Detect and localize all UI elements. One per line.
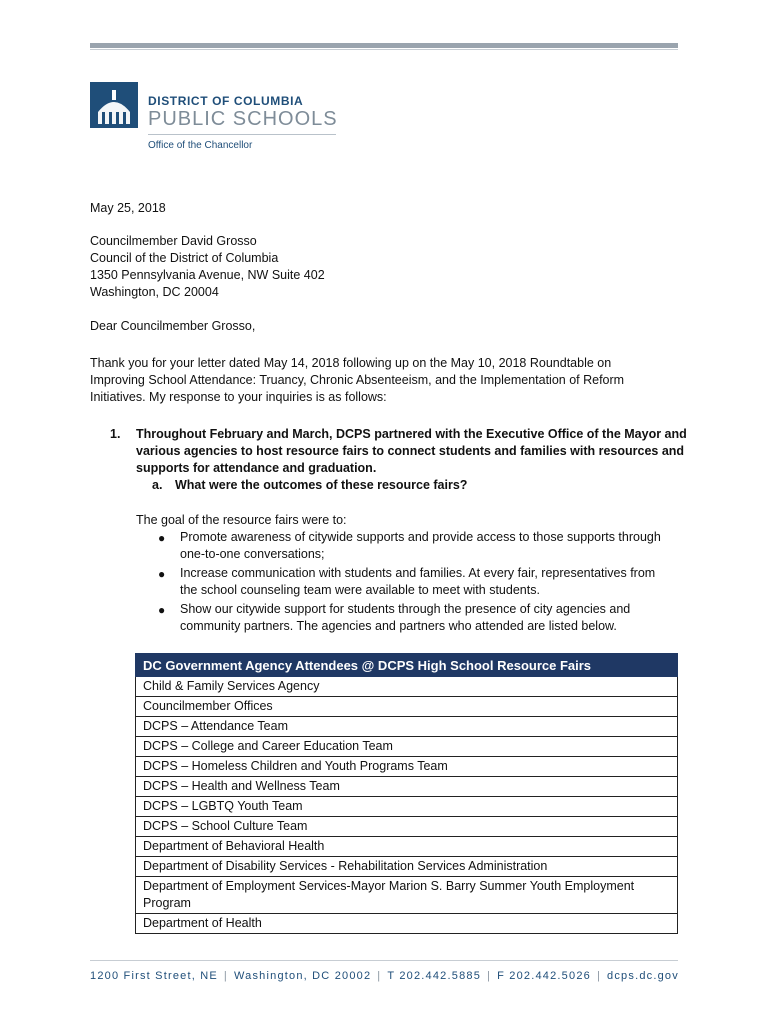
header-rule: [90, 43, 678, 48]
letter-date: May 25, 2018: [90, 201, 166, 215]
bullet-icon: ●: [158, 567, 166, 581]
table-header: DC Government Agency Attendees @ DCPS High School Resource Fairs: [136, 654, 678, 677]
table-row: [136, 797, 678, 817]
subquestion-text: What were the outcomes of these resource fairs?: [175, 478, 468, 492]
footer-address: 1200 First Street, NE: [90, 970, 218, 982]
bullet-item: [180, 565, 655, 599]
bullet-line: Promote awareness of citywide supports and provide access to those supports through: [180, 530, 661, 544]
bullet-line: community partners. The agencies and partners who attended are listed below.: [180, 619, 617, 633]
table-cell: Councilmember Offices: [136, 697, 678, 717]
table-row: [136, 697, 678, 717]
logo-org-line2: PUBLIC SCHOOLS: [148, 108, 338, 130]
footer-separator: |: [223, 970, 228, 982]
question-line: Throughout February and March, DCPS partnered with the Executive Office of the Mayor and: [136, 427, 687, 441]
table-cell-line: Program: [143, 896, 191, 910]
capitol-dome-icon: [90, 82, 138, 128]
bullet-icon: ●: [158, 531, 166, 545]
logo-divider: [148, 134, 336, 135]
bullet-line: Show our citywide support for students through the presence of city agencies and: [180, 602, 631, 616]
question-line: supports for attendance and graduation.: [136, 461, 377, 475]
agency-attendees-table: [135, 653, 678, 934]
table-cell: DCPS – LGBTQ Youth Team: [136, 797, 678, 817]
footer-website-link[interactable]: dcps.dc.gov: [607, 970, 679, 982]
question-line: various agencies to host resource fairs to connect students and families with resources and: [136, 444, 685, 458]
table-cell: DCPS – School Culture Team: [136, 817, 678, 837]
logo-org-line1: DISTRICT OF COLUMBIA: [148, 94, 304, 108]
subquestion-letter: a.: [152, 478, 163, 492]
footer-separator: |: [377, 970, 382, 982]
table-cell: Department of Health: [136, 914, 678, 934]
table-cell-line: Department of Employment Services-Mayor Marion S. Barry Summer Youth Employment: [143, 879, 635, 893]
table-cell: Child & Family Services Agency: [136, 677, 678, 697]
table-row: [136, 777, 678, 797]
recipient-address: [90, 233, 325, 301]
footer-city: Washington, DC 20002: [233, 970, 372, 982]
logo-office: Office of the Chancellor: [148, 140, 253, 151]
table-row: [136, 677, 678, 697]
recipient-line: Washington, DC 20004: [90, 285, 219, 299]
table-cell: DCPS – College and Career Education Team: [136, 737, 678, 757]
table-header-row: [136, 654, 678, 677]
table-row: [136, 857, 678, 877]
question-number: 1.: [110, 427, 121, 441]
footer-fax: F 202.442.5026: [497, 970, 591, 982]
bullet-line: Increase communication with students and families. At every fair, representatives from: [180, 566, 656, 580]
bullet-item: [180, 529, 661, 563]
table-cell: [136, 877, 678, 914]
bullet-item: [180, 601, 630, 635]
table-cell: DCPS – Health and Wellness Team: [136, 777, 678, 797]
footer-phone: T 202.442.5885: [387, 970, 482, 982]
dcps-logo: [90, 82, 350, 154]
bullet-icon: ●: [158, 603, 166, 617]
salutation: Dear Councilmember Grosso,: [90, 319, 256, 333]
table-row: [136, 837, 678, 857]
table-row: [136, 877, 678, 914]
intro-line: Thank you for your letter dated May 14, 2018 following up on the May 10, 2018 Roundtable on: [90, 356, 612, 370]
table-cell: DCPS – Homeless Children and Youth Programs Team: [136, 757, 678, 777]
recipient-line: Councilmember David Grosso: [90, 234, 257, 248]
footer-contact: [90, 970, 679, 982]
intro-line: Initiatives. My response to your inquiries is as follows:: [90, 390, 387, 404]
table-cell: DCPS – Attendance Team: [136, 717, 678, 737]
intro-line: Improving School Attendance: Truancy, Chronic Absenteeism, and the Implementation of Reform: [90, 373, 625, 387]
bullet-line: one-to-one conversations;: [180, 547, 325, 561]
footer-rule: [90, 960, 678, 961]
intro-paragraph: [90, 355, 624, 406]
table-cell: Department of Behavioral Health: [136, 837, 678, 857]
recipient-line: Council of the District of Columbia: [90, 251, 279, 265]
table-row: [136, 817, 678, 837]
footer-separator: |: [596, 970, 602, 982]
footer-separator: |: [487, 970, 492, 982]
table-row: [136, 914, 678, 934]
table-cell: Department of Disability Services - Rehabilitation Services Administration: [136, 857, 678, 877]
goal-intro: The goal of the resource fairs were to:: [136, 513, 347, 527]
bullet-line: the school counseling team were available to meet with students.: [180, 583, 540, 597]
recipient-line: 1350 Pennsylvania Avenue, NW Suite 402: [90, 268, 325, 282]
table-row: [136, 717, 678, 737]
table-row: [136, 757, 678, 777]
table-row: [136, 737, 678, 757]
question-text: [136, 426, 687, 477]
header-rule-thin: [90, 49, 678, 50]
